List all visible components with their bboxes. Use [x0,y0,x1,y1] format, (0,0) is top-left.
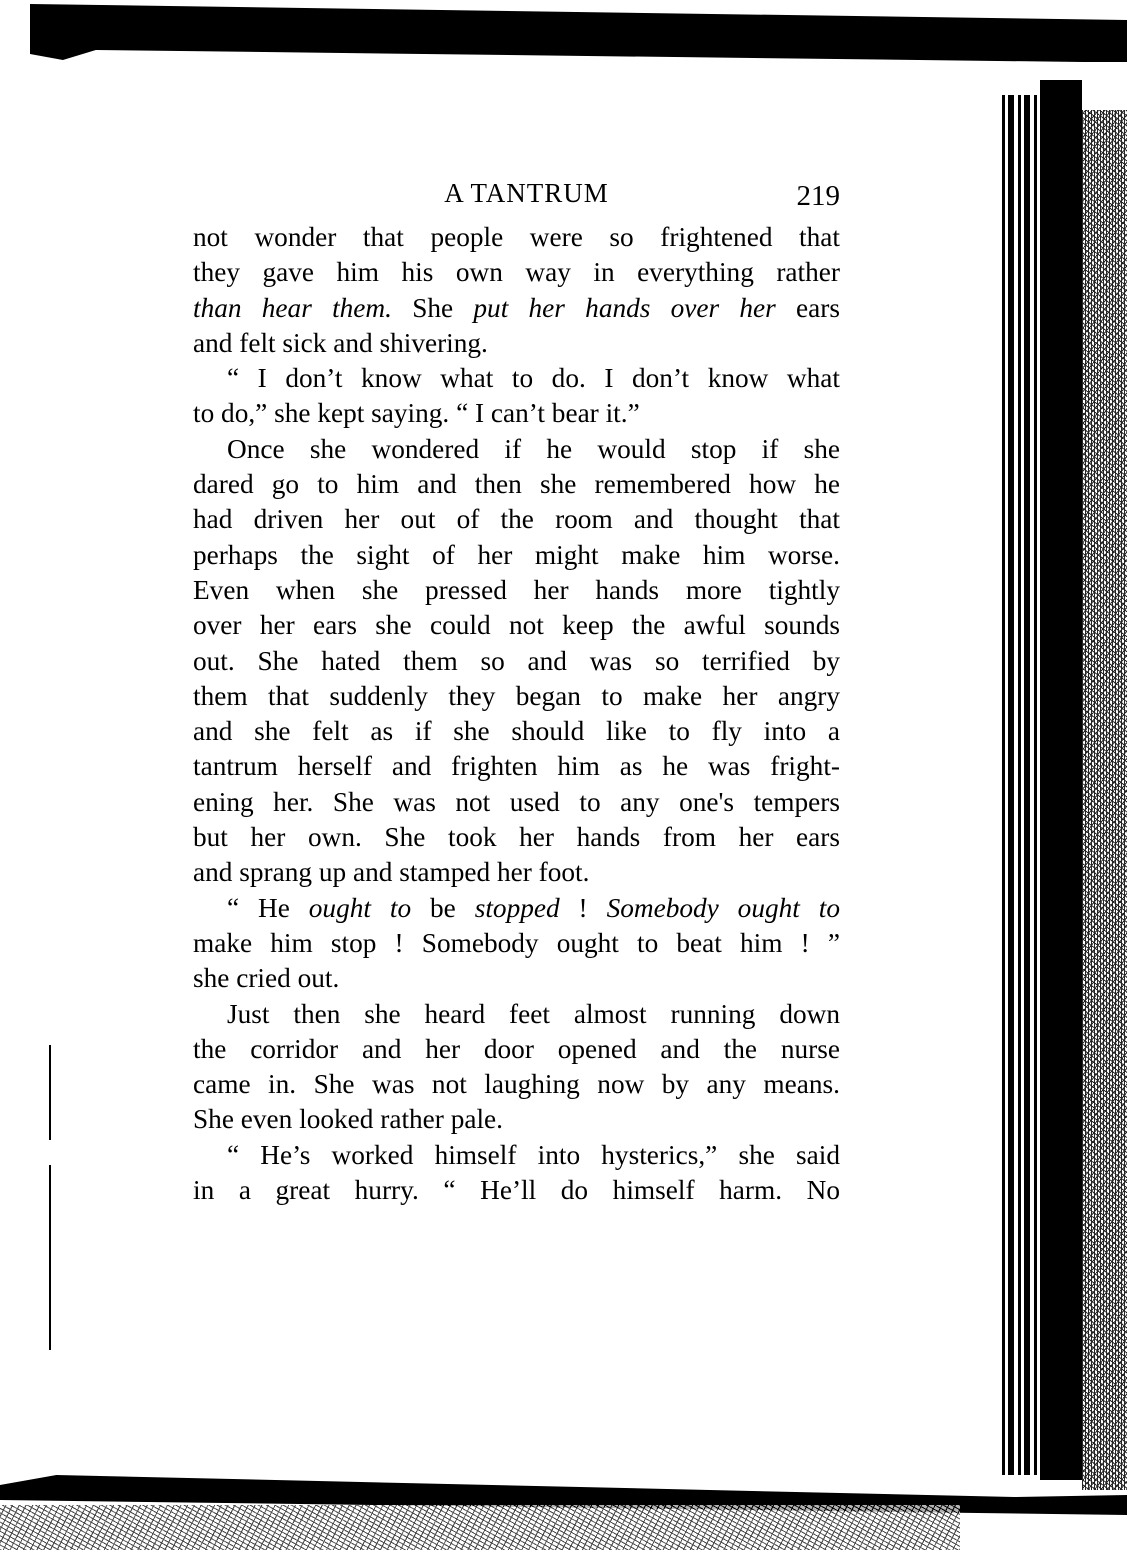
text-line [193,679,840,714]
scan-border-top [30,0,1127,62]
running-title: A TANTRUM [444,178,609,208]
text-line [193,396,840,431]
text-line [193,1173,840,1208]
text-run: and she felt as if she should like to fly into a [193,716,840,747]
text-line [193,538,840,573]
text-run: be [411,892,475,923]
text-line [193,997,840,1032]
text-run: they gave him his own way in everything rather [193,257,840,288]
text-run: She [391,292,474,323]
text-run: Just then she heard feet almost running down [227,998,840,1029]
text-run: make him stop ! Somebody ought to beat him ! ” [193,927,840,958]
text-run: ening her. She was not used to any one's tempers [193,786,840,817]
italic-text: Somebody ought to [606,892,841,923]
running-head [193,178,840,220]
text-run: and sprang up and stamped her foot. [193,857,590,888]
scan-edge-mark [49,1165,51,1350]
text-run: came in. She was not laughing now by any means. [193,1069,840,1100]
text-line [193,291,840,326]
scan-noise-right [1082,110,1127,1490]
italic-text: ought to [308,892,412,923]
text-run: not wonder that people were so frightened that [193,222,840,252]
text-line [193,608,840,643]
text-line [193,820,840,855]
text-line [193,502,840,537]
text-run: had driven her out of the room and thought that [193,504,840,535]
text-line [193,220,840,255]
text-run: She even looked rather pale. [193,1104,503,1135]
text-line [193,361,840,396]
text-run: them that suddenly they began to make her angry [193,680,840,711]
text-run: “ He’s worked himself into hysterics,” she said [227,1139,840,1170]
text-run: she cried out. [193,963,340,994]
text-line [193,326,840,361]
text-run: perhaps the sight of her might make him worse. [193,539,840,570]
text-run: in a great hurry. “ He’ll do himself harm. No [193,1175,840,1206]
text-line [193,432,840,467]
text-line [193,891,840,926]
scan-edge-mark [49,1045,51,1140]
text-run: tantrum herself and frighten him as he was fright- [193,751,840,782]
text-line [193,714,840,749]
body-text [193,220,840,1208]
scan-page-edge-lines [998,95,1040,1475]
text-line [193,467,840,502]
text-run: ! [559,892,607,923]
text-line [193,255,840,290]
text-run: dared go to him and then she remembered how he [193,469,840,500]
italic-text: than hear them. [193,292,392,323]
text-line [193,785,840,820]
text-run: the corridor and her door opened and the nurse [193,1033,840,1064]
book-page [193,178,840,1208]
italic-text: put her hands over her [473,292,776,323]
text-run: and felt sick and shivering. [193,327,488,358]
text-line [193,1032,840,1067]
text-line [193,1067,840,1102]
text-run: ears [775,292,840,323]
page-number: 219 [796,180,840,212]
text-run: out. She hated them so and was so terrified by [193,645,840,676]
text-line [193,573,840,608]
text-line [193,855,840,890]
text-line [193,961,840,996]
text-run: but her own. She took her hands from her ears [193,822,840,853]
text-line [193,1102,840,1137]
italic-text: stopped [474,892,560,923]
text-run: “ He [227,892,309,923]
text-line [193,1138,840,1173]
scan-border-right [1040,80,1082,1480]
scan-noise-bottom [0,1505,960,1550]
text-run: to do,” she kept saying. “ I can’t bear it.” [193,398,640,429]
text-line [193,644,840,679]
text-line [193,749,840,784]
text-run: Once she wondered if he would stop if she [227,433,840,464]
text-run: over her ears she could not keep the awful sounds [193,610,840,641]
text-run: Even when she pressed her hands more tightly [193,574,840,605]
text-run: “ I don’t know what to do. I don’t know what [227,363,840,394]
text-line [193,926,840,961]
